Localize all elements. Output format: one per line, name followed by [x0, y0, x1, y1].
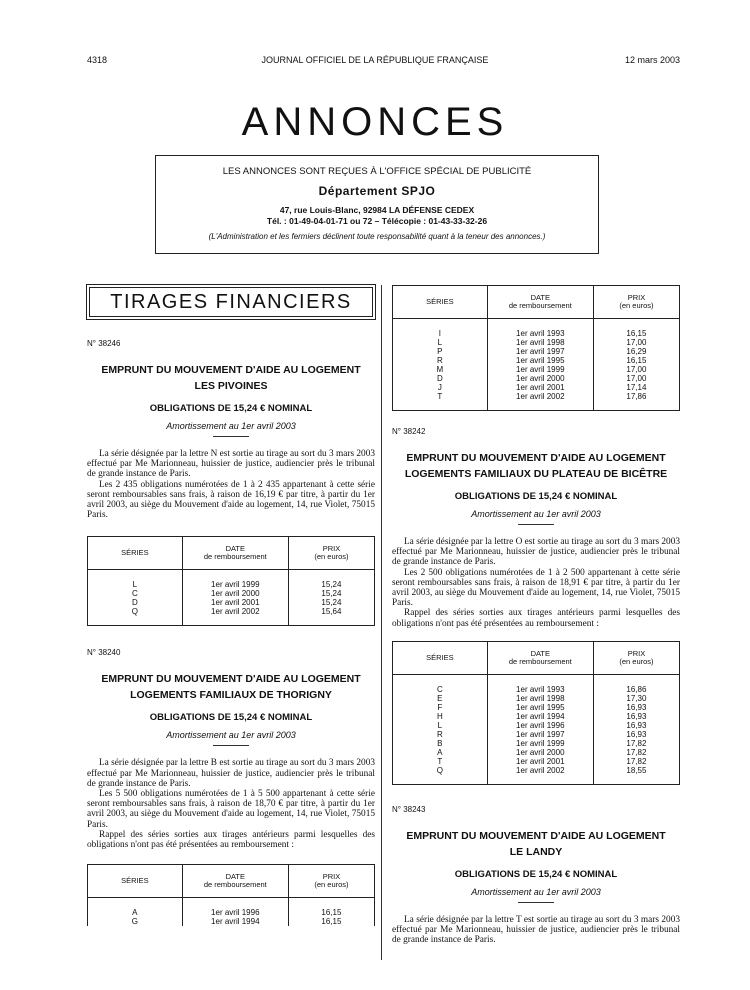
- announcement-subtitle: LES PIVOINES: [194, 380, 268, 392]
- col-header-price: PRIX (en euros): [288, 537, 374, 570]
- body-paragraph: Rappel des séries sorties aux tirages antérieurs parmi lesquelles des obligations n'ont pas été présentées au remboursement :: [392, 608, 680, 629]
- announcement-subtitle: LE LANDY: [509, 845, 563, 858]
- left-column: [87, 285, 375, 926]
- announcement-number: N° 38243: [392, 804, 426, 814]
- body-paragraph: La série désignée par la lettre B est sortie au tirage au sort du 3 mars 2003 effectué par Me Marionneau, huissier de justice, audiencier près le tribunal de grande instance de Paris.: [87, 758, 375, 789]
- section-title: TIRAGES FINANCIERS: [89, 287, 373, 317]
- separator-rule: [518, 524, 554, 525]
- announcement-title: EMPRUNT DU MOUVEMENT D'AIDE AU LOGEMENT: [101, 673, 361, 686]
- announcement-number: N° 38240: [87, 648, 121, 658]
- table-row: Q 1er avril 2002 18,55: [393, 766, 680, 785]
- notice-department: Département SPJO: [318, 184, 436, 198]
- col-header-series: SÉRIES: [88, 865, 183, 898]
- separator-rule: [213, 745, 249, 746]
- announcement-number: N° 38246: [87, 339, 121, 348]
- body-paragraph: La série désignée par la lettre O est sortie au tirage au sort du 3 mars 2003 effectué par Me Marionneau, huissier de justice, audiencier près le tribunal de grande instance de Paris.: [392, 537, 680, 568]
- redemption-table: [87, 536, 375, 626]
- col-header-date: DATE de remboursement: [487, 641, 593, 674]
- announcement-subtitle: LOGEMENTS FAMILIAUX DE THORIGNY: [130, 689, 332, 702]
- body-paragraph: Les 2 500 obligations numérotées de 1 à 2 500 appartenant à cette série seront remboursables sans frais, à raison de 18,91 € par titre, à partir du 1er avril 2003, au siège du Mouvement d'aide au logement, 14, rue Violet, 75015 Paris.: [392, 567, 680, 609]
- table-row: D 1er avril 2000 17,00: [393, 374, 680, 383]
- table-row: M 1er avril 1999 17,00: [393, 365, 680, 374]
- notice-address: 47, rue Louis-Blanc, 92984 LA DÉFENSE CEDEX: [279, 205, 475, 215]
- table-row: P 1er avril 1997 16,29: [393, 347, 680, 356]
- body-paragraph: Les 5 500 obligations numérotées de 1 à 5 500 appartenant à cette série seront remboursables sans frais, à raison de 18,70 € par titre, à partir du 1er avril 2003, au siège du Mouvement d'aide au logement, 14, rue Violet, 75015 Paris.: [87, 789, 375, 830]
- col-header-price: PRIX (en euros): [593, 286, 679, 319]
- notice-line-1: LES ANNONCES SONT REÇUES À L'OFFICE SPÉCIAL DE PUBLICITÉ: [222, 166, 532, 177]
- notice-disclaimer: (L'Administration et les fermiers déclinent toute responsabilité quant à la teneur des annonces.): [208, 232, 546, 241]
- col-header-series: SÉRIES: [393, 286, 488, 319]
- announcement-38242: [392, 427, 680, 785]
- right-column: [392, 285, 680, 945]
- column-divider: [381, 285, 382, 960]
- separator-rule: [213, 436, 249, 437]
- table-row: T 1er avril 2002 17,86: [393, 392, 680, 411]
- announcement-title: EMPRUNT DU MOUVEMENT D'AIDE AU LOGEMENT: [406, 452, 666, 464]
- notice-phone: Tél. : 01-49-04-01-71 ou 72 – Télécopie : 01-43-33-32-26: [266, 216, 488, 226]
- announcement-38240: [87, 648, 375, 926]
- announcement-title: EMPRUNT DU MOUVEMENT D'AIDE AU LOGEMENT: [406, 829, 666, 842]
- obligations-label: OBLIGATIONS DE 15,24 € NOMINAL: [149, 403, 313, 414]
- obligations-label: OBLIGATIONS DE 15,24 € NOMINAL: [149, 712, 313, 724]
- journal-name: JOURNAL OFFICIEL DE LA RÉPUBLIQUE FRANÇAISE: [261, 55, 489, 65]
- table-row: B 1er avril 1999 17,82: [393, 739, 680, 748]
- body-paragraph: La série désignée par la lettre T est sortie au tirage au sort du 3 mars 2003 effectué par Me Marionneau, huissier de justice, audiencier près le tribunal de grande instance de Paris.: [392, 914, 680, 946]
- body-paragraph: Les 2 435 obligations numérotées de 1 à 2 435 appartenant à cette série seront remboursables sans frais, à raison de 16,19 € par titre, à partir du 1er avril 2003, au siège du Mouvement d'aide au logement, 14, rue Violet, 75015 Paris.: [87, 479, 375, 521]
- col-header-price: PRIX (en euros): [593, 641, 679, 674]
- table-row: Q 1er avril 2002 15,64: [88, 607, 375, 626]
- amortissement-label: Amortissement au 1er avril 2003: [471, 509, 601, 519]
- table-row: A 1er avril 1996 16,15: [88, 898, 375, 918]
- col-header-date: DATE de remboursement: [182, 537, 288, 570]
- col-header-date: DATE de remboursement: [487, 286, 593, 319]
- announcement-body: [87, 758, 375, 850]
- table-row: E 1er avril 1998 17,30: [393, 694, 680, 703]
- announcement-number: N° 38242: [392, 427, 426, 436]
- table-row: D 1er avril 2001 15,24: [88, 598, 375, 607]
- amortissement-label: Amortissement au 1er avril 2003: [471, 886, 601, 897]
- page-number: 4318: [87, 55, 108, 65]
- body-paragraph: Rappel des séries sorties aux tirages antérieurs parmi lesquelles des obligations n'ont pas été présentées au remboursement :: [87, 829, 375, 851]
- table-row: R 1er avril 1997 16,93: [393, 730, 680, 739]
- table-row: C 1er avril 2000 15,24: [88, 589, 375, 598]
- table-row: F 1er avril 1995 16,93: [393, 703, 680, 712]
- table-row: T 1er avril 2001 17,82: [393, 757, 680, 766]
- col-header-series: SÉRIES: [393, 641, 488, 674]
- redemption-table: [87, 864, 375, 926]
- table-row: I 1er avril 1993 16,15: [393, 319, 680, 339]
- issue-date: 12 mars 2003: [624, 55, 680, 65]
- announcement-38243: [392, 805, 680, 946]
- table-row: L 1er avril 1998 17,00: [393, 338, 680, 347]
- announcement-38246: [87, 339, 375, 626]
- obligations-label: OBLIGATIONS DE 15,24 € NOMINAL: [454, 491, 618, 502]
- announcement-body: [392, 915, 680, 946]
- body-paragraph: La série désignée par la lettre N est sortie au tirage au sort du 3 mars 2003 effectué par Me Marionneau, huissier de justice, audiencier près le tribunal de grande instance de Paris.: [87, 449, 375, 480]
- main-title: ANNONCES: [241, 100, 509, 144]
- amortissement-label: Amortissement au 1er avril 2003: [166, 421, 296, 431]
- publisher-notice-box: [155, 155, 599, 254]
- announcement-subtitle: LOGEMENTS FAMILIAUX DU PLATEAU DE BICÊTRE: [404, 468, 668, 480]
- table-row: L 1er avril 1999 15,24: [88, 570, 375, 590]
- col-header-series: SÉRIES: [88, 537, 183, 570]
- table-row: L 1er avril 1996 16,93: [393, 721, 680, 730]
- col-header-date: DATE de remboursement: [182, 865, 288, 898]
- table-row: C 1er avril 1993 16,86: [393, 674, 680, 694]
- table-row: A 1er avril 2000 17,82: [393, 748, 680, 757]
- redemption-table-continued: [392, 285, 680, 411]
- announcement-title: EMPRUNT DU MOUVEMENT D'AIDE AU LOGEMENT: [101, 364, 361, 376]
- obligations-label: OBLIGATIONS DE 15,24 € NOMINAL: [454, 868, 618, 880]
- redemption-table: [392, 641, 680, 785]
- table-row: H 1er avril 1994 16,93: [393, 712, 680, 721]
- separator-rule: [518, 902, 554, 903]
- table-row: J 1er avril 2001 17,14: [393, 383, 680, 392]
- announcement-body: [87, 449, 375, 520]
- announcement-body: [392, 537, 680, 629]
- col-header-price: PRIX (en euros): [288, 865, 374, 898]
- table-row: R 1er avril 1995 16,15: [393, 356, 680, 365]
- amortissement-label: Amortissement au 1er avril 2003: [166, 730, 296, 741]
- table-row: G 1er avril 1994 16,15: [88, 917, 375, 926]
